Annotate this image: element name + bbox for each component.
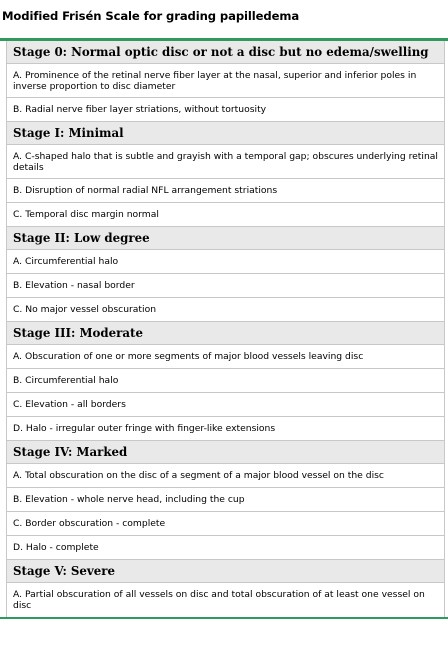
table-body bbox=[6, 41, 445, 617]
table-row: A. Partial obscuration of all vessels on disc and total obscuration of at least one vessel on disc bbox=[13, 589, 425, 611]
table-row: B. Elevation - whole nerve head, including the cup bbox=[7, 488, 444, 512]
table-row: C. Elevation - all borders bbox=[7, 393, 444, 417]
stage-header: Stage I: Minimal bbox=[7, 122, 444, 145]
table-row: B. Radial nerve fiber layer striations, without tortuosity bbox=[7, 98, 444, 122]
stage-header: Stage II: Low degree bbox=[7, 227, 444, 250]
table-row: C. Temporal disc margin normal bbox=[7, 203, 444, 227]
table-row: B. Disruption of normal radial NFL arrangement striations bbox=[7, 179, 444, 203]
table-row: C. No major vessel obscuration bbox=[7, 298, 444, 322]
frisen-scale-table bbox=[0, 38, 448, 619]
table-row: D. Halo - complete bbox=[7, 536, 444, 560]
table-row: C. Border obscuration - complete bbox=[7, 512, 444, 536]
table-row: B. Elevation - nasal border bbox=[7, 274, 444, 298]
stage-header: Stage III: Moderate bbox=[7, 322, 444, 345]
table-row: B. Circumferential halo bbox=[7, 369, 444, 393]
stage-header: Stage IV: Marked bbox=[7, 441, 444, 464]
stage-header: Stage 0: Normal optic disc or not a disc but no edema/swelling bbox=[7, 41, 444, 64]
table-row: A. Total obscuration on the disc of a segment of a major blood vessel on the disc bbox=[7, 464, 444, 488]
table-row: A. Prominence of the retinal nerve fiber layer at the nasal, superior and inferior poles in inverse proportion to disc diameter bbox=[7, 64, 444, 98]
stage-header: Stage V: Severe bbox=[7, 560, 444, 583]
table-row: A. Obscuration of one or more segments of major blood vessels leaving disc bbox=[7, 345, 444, 369]
table-row: A. C-shaped halo that is subtle and grayish with a temporal gap; obscures underlying retinal details bbox=[7, 145, 444, 179]
table-row: D. Halo - irregular outer fringe with finger-like extensions bbox=[7, 417, 444, 441]
page-title: Modified Frisén Scale for grading papilledema bbox=[2, 9, 300, 23]
table-row: A. Circumferential halo bbox=[7, 250, 444, 274]
